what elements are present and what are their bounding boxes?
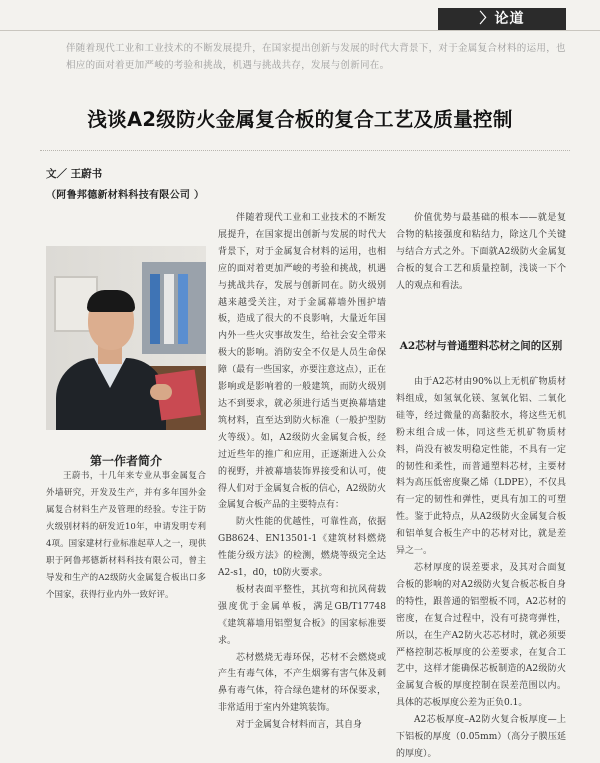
author-byline: 文／ 王蔚书	[46, 168, 103, 180]
body-column-right-top	[396, 210, 566, 295]
body-paragraph: 板材表面平整性，其抗弯和抗风荷载强度优于金属单板，满足GB/T17748《建筑幕墙用铝塑复合板》的国家标准要求。	[218, 584, 386, 646]
author-photo	[46, 246, 206, 430]
section-tab: 〉论道	[438, 8, 566, 30]
body-paragraph: 防火性能的优越性，可靠性高，依据GB8624、EN13501-1《建筑材料燃烧性能分级方法》的检测，燃烧等级完全达A2-s1，d0，t0防火要求。	[218, 517, 386, 579]
article-title: 浅谈A2级防火金属复合板的复合工艺及质量控制	[87, 108, 513, 131]
body-paragraph: 由于A2芯材由90%以上无机矿物质材料组成，如氢氧化镁、氢氧化铝、二氧化硅等，经过微量的高黏胶水，将这些无机粉末组合成一体，同这些无机矿物质材料，尚没有被发明稳定性能，不具有一定的韧性和柔性，而普通塑料芯材，主要材料为高压低密度聚乙烯（LDPE），不仅具有一定的韧性和弹性，更具有加工的可塑性。鉴于此特点，从A2级防火金属复合板和铝单复合板生产中的芯材对比，就是差异之一。	[396, 377, 566, 557]
photo-binder	[150, 274, 160, 344]
body-column-right-bottom	[396, 374, 566, 763]
photo-person-hand	[150, 384, 172, 400]
bio-title: 第一作者简介	[89, 454, 162, 468]
body-column-middle	[218, 210, 386, 734]
bio-text: 王蔚书，十几年来专业从事金属复合外墙研究，开发及生产，并有多年国外金属复合材料生产及管理的经验。专注于防火级别材料的研发近10年，申请发明专利4项。国家建材行业标准起草人之一，现供职于阿鲁邦德新材料科技有限公司，曾主导发和生产的A2级防火金属复合板出口多个国家，获得行业内外一致好评。	[46, 471, 206, 600]
photo-person-hair	[87, 290, 135, 312]
header-rule	[0, 30, 600, 31]
body-paragraph: 价值优势与最基础的根本——就是复合物的粘接强度和粘结力，除这几个关键与结合方式之外。下面就A2级防火金属复合板的复合工艺和质量控制，浅谈一下个人的观点和看法。	[396, 213, 566, 291]
body-paragraph: 芯材燃烧无毒环保，芯材不会燃烧或产生有毒气体，不产生烟雾有害气体及刺鼻有毒气体，符合绿色建材的环保要求，非常适用于室内外建筑装饰。	[218, 652, 386, 714]
body-paragraph: 对于金属复合材料而言，其自身	[236, 720, 363, 731]
photo-binder	[178, 274, 188, 344]
author-company: （阿鲁邦德新材料科技有限公司 ）	[46, 190, 205, 201]
body-paragraph: 伴随着现代工业和工业技术的不断发展提升，在国家提出创新与发展的时代大背景下，对于金属复合材料的运用，也相应的面对着更加严峻的考验和挑战，机遇与挑战共存，发展与创新同在。防火级别越来越受关注，对于金属幕墙外围护墙板，造成了很大的不良影响，大量近年国内外一些火灾事故发生，给社会安全带来极大的影响。消防安全不仅是人员生命保障（最有一些国家，亦要注意这点），正在影响或是影响着的一般建筑，而防火级别达不到要求，就必须进行适当更换幕墙建筑材料，直至达到防火标准（一般护型防火等级）。如，A2级防火金属复合板，经过近些年的推广和应用，正逐渐进入公众的视野，并被幕墙装饰界接受和认可，使得人们对于金属复合板的信心，A2级防火金属复合板产品的主要特点有：	[218, 213, 386, 511]
section-subheading: A2芯材与普通塑料芯材之间的区别	[399, 340, 563, 352]
intro-paragraph: 伴随着现代工业和工业技术的不断发展提升，在国家提出创新与发展的时代大背景下，对于金属复合材料的运用，也相应的面对着更加严峻的考验和挑战，机遇与挑战共存，发展与创新同在。	[66, 43, 566, 71]
body-paragraph: A2芯板厚度–A2防火复合板厚度—上下铝板的厚度（0.05mm）（高分子膜压延的厚度）。	[396, 715, 566, 759]
photo-binder	[164, 274, 174, 344]
body-paragraph: 芯材厚度的误差要求，及其对合面复合板的影响的对A2级防火复合板芯板自身的特性，跟普通的铝塑板不同，A2芯材的密度，在复合过程中，没有可挠弯弹性，所以，在生产A2防火芯芯材时，就必须要严格控制芯板厚度的公差要求，在复合工艺中，这样才能确保芯板制造的A2级防火金属复合板的厚度控制在误差范围以内。具体的芯板厚度公差为正负0.1。	[396, 562, 566, 709]
title-divider	[40, 150, 570, 151]
